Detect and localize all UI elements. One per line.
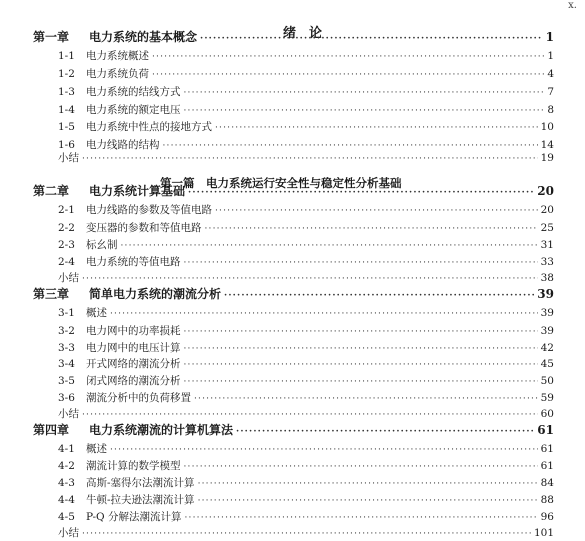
toc-entry-title: 标幺制 xyxy=(86,239,118,251)
toc-dot-leader xyxy=(184,86,545,100)
toc-entry-number: 3-4 xyxy=(58,358,75,370)
toc-page-number: 84 xyxy=(540,477,554,489)
toc-entry-title: 小结 xyxy=(58,152,79,164)
toc-dot-leader xyxy=(110,443,538,457)
toc-dot-leader xyxy=(200,32,543,46)
toc-dot-leader xyxy=(152,50,544,64)
toc-entry-title: 小结 xyxy=(58,272,79,284)
toc-entry-number: 4-2 xyxy=(58,460,75,472)
toc-page-number: 60 xyxy=(540,408,554,420)
toc-summary-entry[interactable] xyxy=(58,151,554,166)
toc-chapter-entry[interactable] xyxy=(33,423,554,439)
toc-entry-title: 高斯-塞得尔法潮流计算 xyxy=(86,477,195,489)
toc-page-number: 14 xyxy=(540,139,554,151)
toc-entry-number: 1-2 xyxy=(58,68,75,80)
toc-dot-leader xyxy=(184,325,538,339)
toc-dot-leader xyxy=(184,104,545,118)
toc-entry-number: 第四章 xyxy=(33,423,70,437)
toc-section-entry[interactable] xyxy=(58,341,554,356)
toc-dot-leader xyxy=(205,222,538,236)
toc-entry-title: 潮流分析中的负荷移置 xyxy=(86,392,191,404)
toc-section-entry[interactable] xyxy=(58,203,554,218)
toc-entry-number: 1-3 xyxy=(58,86,75,98)
toc-section-entry[interactable] xyxy=(58,238,554,253)
toc-entry-title: 电力系统中性点的接地方式 xyxy=(86,121,212,133)
toc-entry-number: 4-4 xyxy=(58,494,75,506)
toc-entry-number: 3-1 xyxy=(58,307,75,319)
toc-entry-title: 电力系统的结线方式 xyxy=(86,86,181,98)
toc-entry-number: 2-2 xyxy=(58,222,75,234)
toc-page-number: 7 xyxy=(547,86,554,98)
toc-entry-title: 概述 xyxy=(86,443,107,455)
toc-section-entry[interactable] xyxy=(58,103,554,118)
toc-dot-leader xyxy=(184,375,538,389)
toc-page-number: 42 xyxy=(540,342,554,354)
toc-entry-title: P-Q 分解法潮流计算 xyxy=(86,511,182,523)
toc-entry-title: 电力系统潮流的计算机算法 xyxy=(89,423,234,437)
toc-page-number: 25 xyxy=(540,222,554,234)
toc-page-number: 31 xyxy=(540,239,554,251)
toc-dot-leader xyxy=(215,121,538,135)
toc-page-number: 45 xyxy=(540,358,554,370)
toc-entry-number: 3-5 xyxy=(58,375,75,387)
toc-section-entry[interactable] xyxy=(58,49,554,64)
toc-page-number: 39 xyxy=(537,287,554,301)
toc-entry-title: 概述 xyxy=(86,307,107,319)
toc-entry-title: 小结 xyxy=(58,527,79,539)
toc-entry-number: 4-1 xyxy=(58,443,75,455)
toc-dot-leader xyxy=(194,392,538,406)
toc-page-number: 88 xyxy=(540,494,554,506)
toc-entry-title: 闭式网络的潮流分析 xyxy=(86,375,181,387)
toc-entry-number: 1-1 xyxy=(58,50,75,62)
toc-dot-leader xyxy=(198,477,538,491)
toc-entry-title: 变压器的参数和等值电路 xyxy=(86,222,202,234)
toc-page-number: 19 xyxy=(540,152,554,164)
toc-entry-title: 简单电力系统的潮流分析 xyxy=(89,287,222,301)
toc-entry-number: 4-3 xyxy=(58,477,75,489)
toc-summary-entry[interactable] xyxy=(58,407,554,422)
toc-entry-number: 2-4 xyxy=(58,256,75,268)
toc-page-number: 38 xyxy=(540,272,554,284)
toc-section-entry[interactable] xyxy=(58,255,554,270)
toc-page-number: 61 xyxy=(540,443,554,455)
toc-section-entry[interactable] xyxy=(58,221,554,236)
toc-entry-number: 3-6 xyxy=(58,392,75,404)
toc-dot-leader xyxy=(184,256,538,270)
toc-entry-title: 电力系统概述 xyxy=(86,50,149,62)
toc-section-entry[interactable] xyxy=(58,67,554,82)
toc-entry-number: 第三章 xyxy=(33,287,70,301)
toc-section-entry[interactable] xyxy=(58,476,554,491)
toc-entry-title: 牛顿-拉夫逊法潮流计算 xyxy=(86,494,195,506)
toc-entry-title: 电力网中的功率损耗 xyxy=(86,325,181,337)
toc-entry-number: 3-3 xyxy=(58,342,75,354)
toc-section-entry[interactable] xyxy=(58,510,554,525)
toc-entry-title: 电力线路的参数及等值电路 xyxy=(86,204,212,216)
toc-chapter-entry[interactable] xyxy=(33,287,554,303)
toc-section-entry[interactable] xyxy=(58,357,554,372)
toc-dot-leader xyxy=(184,358,538,372)
toc-dot-leader xyxy=(184,460,538,474)
toc-section-entry[interactable] xyxy=(58,442,554,457)
toc-page-number: 101 xyxy=(533,527,554,539)
toc-entry-title: 电力系统的额定电压 xyxy=(86,104,181,116)
toc-dot-leader xyxy=(198,494,538,508)
toc-page-number: 61 xyxy=(540,460,554,472)
toc-dot-leader xyxy=(152,68,544,82)
toc-entry-number: 第二章 xyxy=(33,184,70,198)
toc-page-number: 33 xyxy=(540,256,554,268)
toc-dot-leader xyxy=(82,272,538,286)
toc-section-entry[interactable] xyxy=(58,459,554,474)
intro-heading: 绪 论 xyxy=(282,26,322,41)
toc-entry-title: 电力网中的电压计算 xyxy=(86,342,181,354)
toc-entry-title: 电力系统的基本概念 xyxy=(89,30,198,44)
toc-page-number: 1 xyxy=(545,30,554,44)
toc-section-entry[interactable] xyxy=(58,391,554,406)
toc-section-entry[interactable] xyxy=(58,374,554,389)
corner-mark: x. xyxy=(568,0,577,11)
toc-page-number: 8 xyxy=(547,104,554,116)
toc-dot-leader xyxy=(188,186,534,200)
toc-section-entry[interactable] xyxy=(58,306,554,321)
toc-dot-leader xyxy=(121,239,538,253)
toc-entry-title: 潮流计算的数学模型 xyxy=(86,460,181,472)
toc-page-number: 96 xyxy=(540,511,554,523)
toc-entry-title: 电力线路的结构 xyxy=(86,139,160,151)
toc-entry-title: 电力系统负荷 xyxy=(86,68,149,80)
toc-entry-title: 电力系统计算基础 xyxy=(89,184,186,198)
toc-summary-entry[interactable] xyxy=(58,271,554,286)
toc-dot-leader xyxy=(82,527,531,541)
toc-page-number: 39 xyxy=(540,325,554,337)
toc-page-number: 39 xyxy=(540,307,554,319)
toc-page-number: 50 xyxy=(540,375,554,387)
toc-page-number: 10 xyxy=(540,121,554,133)
toc-section-entry[interactable] xyxy=(58,120,554,135)
toc-entry-number: 3-2 xyxy=(58,325,75,337)
toc-entry-number: 第一章 xyxy=(33,30,70,44)
toc-dot-leader xyxy=(184,511,537,525)
part-heading: 第一篇 电力系统运行安全性与稳定性分析基础 xyxy=(160,176,402,190)
toc-entry-title: 小结 xyxy=(58,408,79,420)
toc-dot-leader xyxy=(184,342,538,356)
toc-page-number: 20 xyxy=(537,184,554,198)
toc-page-number: 61 xyxy=(537,423,554,437)
toc-page-number: 20 xyxy=(540,204,554,216)
toc-page-number: 4 xyxy=(547,68,554,80)
toc-entry-title: 电力系统的等值电路 xyxy=(86,256,181,268)
toc-chapter-entry[interactable] xyxy=(33,184,554,200)
toc-entry-number: 1-4 xyxy=(58,104,75,116)
toc-dot-leader xyxy=(224,289,534,303)
toc-chapter-entry[interactable] xyxy=(33,30,554,46)
toc-dot-leader xyxy=(82,152,538,166)
toc-dot-leader xyxy=(82,408,538,422)
toc-section-entry[interactable] xyxy=(58,324,554,339)
toc-entry-number: 2-1 xyxy=(58,204,75,216)
toc-entry-title: 开式网络的潮流分析 xyxy=(86,358,181,370)
toc-entry-number: 2-3 xyxy=(58,239,75,251)
toc-entry-number: 1-5 xyxy=(58,121,75,133)
toc-dot-leader xyxy=(236,425,534,439)
toc-page-number: 1 xyxy=(547,50,554,62)
toc-dot-leader xyxy=(215,204,538,218)
toc-dot-leader xyxy=(110,307,538,321)
toc-section-entry[interactable] xyxy=(58,85,554,100)
toc-summary-entry[interactable] xyxy=(58,526,554,541)
toc-page-number: 59 xyxy=(540,392,554,404)
toc-entry-number: 1-6 xyxy=(58,139,75,151)
toc-entry-number: 4-5 xyxy=(58,511,75,523)
toc-section-entry[interactable] xyxy=(58,493,554,508)
